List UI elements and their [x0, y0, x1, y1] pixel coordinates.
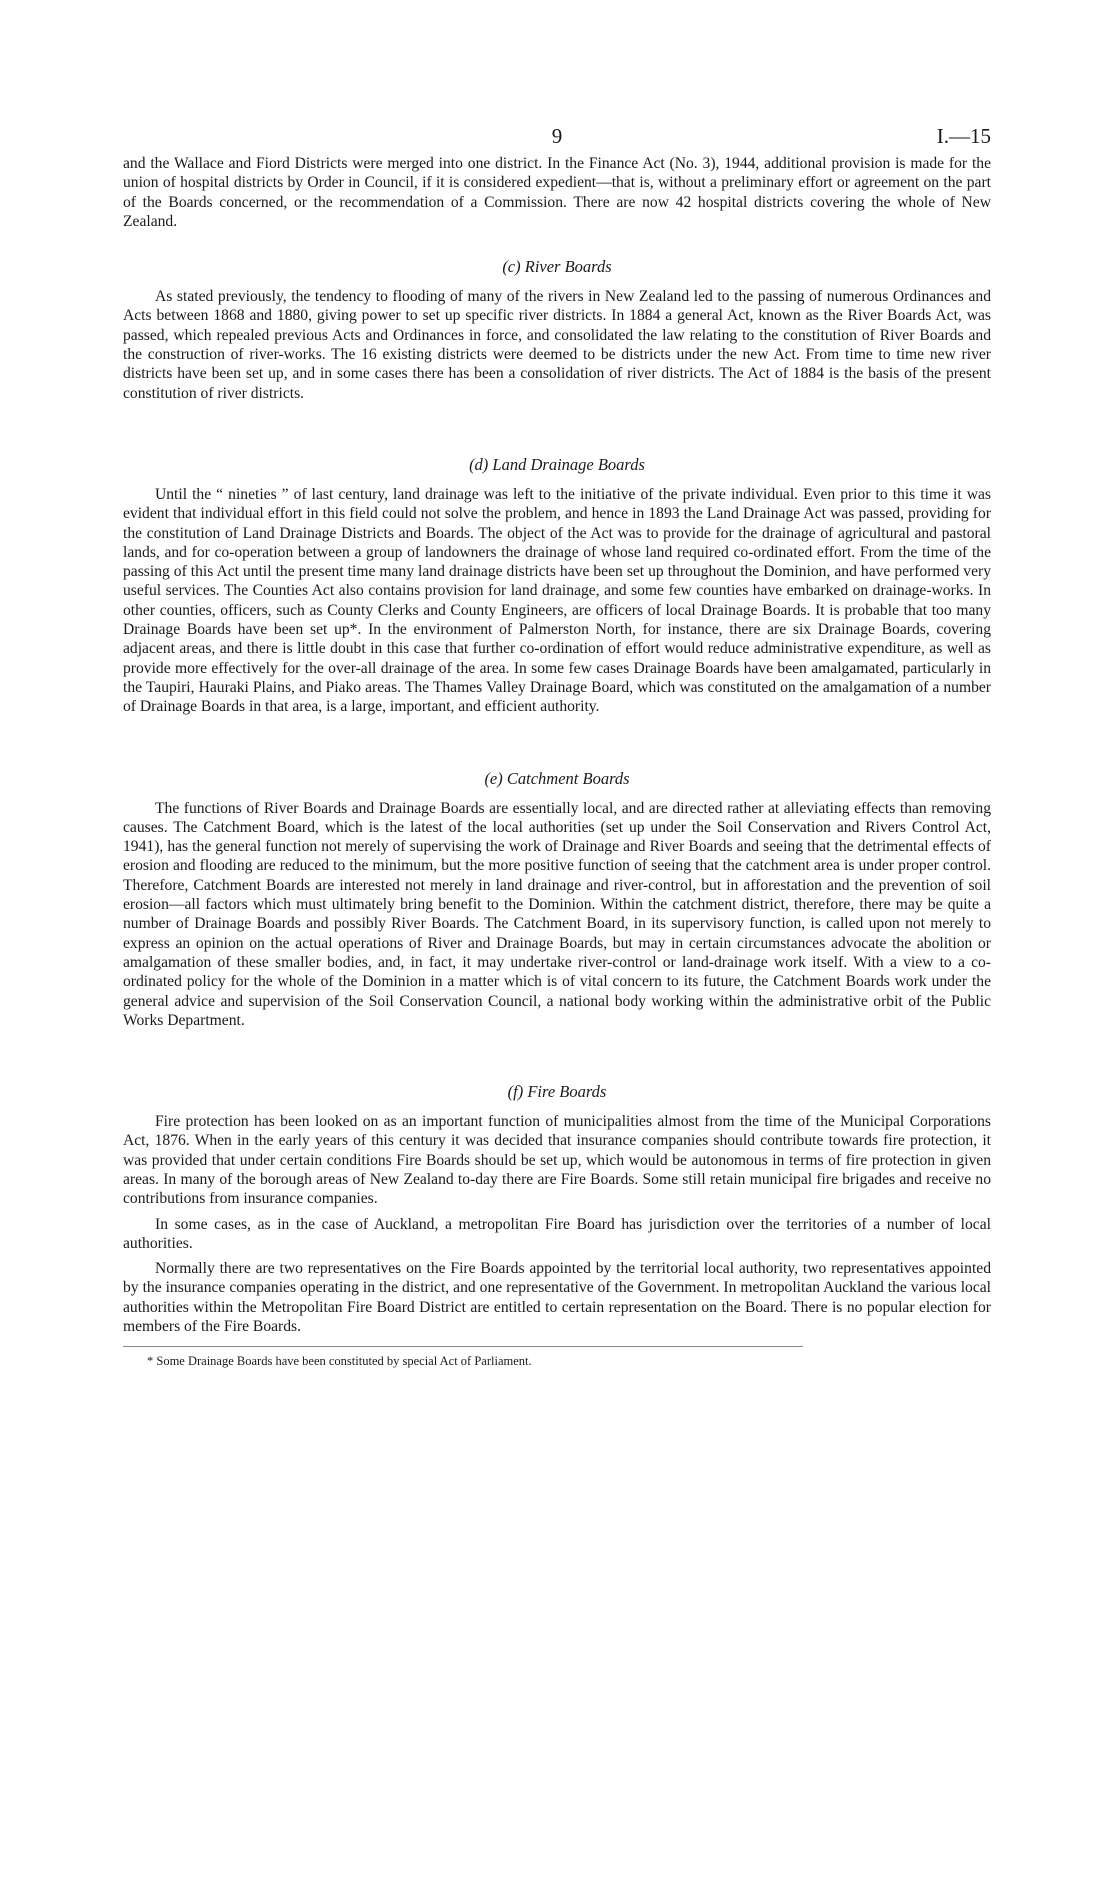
footnote: * Some Drainage Boards have been constituted by special Act of Parliament. — [147, 1354, 532, 1369]
page-number: 9 — [551, 124, 563, 148]
section-land-drainage-boards — [123, 455, 991, 717]
section-title-fire-boards: (f) Fire Boards — [507, 1082, 607, 1102]
section-title-river-boards: (c) River Boards — [502, 257, 612, 277]
section-river-boards — [123, 257, 991, 403]
paragraph: Normally there are two representatives on the Fire Boards appointed by the territorial local authority, two representatives appointed by the insurance companies operating in the district, and one representative of the Government. In metropolitan Auckland the various local authorities within the Metropolitan Fire Board District are entitled to certain representation on the Board. There is no popular election for members of the Fire Boards. — [123, 1260, 991, 1336]
footnote-divider — [123, 1346, 803, 1347]
document-page — [123, 120, 991, 1369]
section-title-land-drainage-boards: (d) Land Drainage Boards — [469, 454, 645, 474]
section-fire-boards — [123, 1082, 991, 1336]
paragraph: The functions of River Boards and Drainage Boards are essentially local, and are directed rather at alleviating effects than removing causes. The Catchment Board, which is the latest of the local authorities (set up under the Soil Conservation and Rivers Control Act, 1941), has the general function not merely of supervising the work of Drainage and River Boards and seeing that the detrimental effects of erosion and flooding are reduced to the minimum, but the more positive function of seeing that the catchment area is under proper control. Therefore, Catchment Boards are interested not merely in land drainage and river-control, but in afforestation and the prevention of soil erosion—all factors which must ultimately bring benefit to the Dominion. Within the catchment district, therefore, there may be quite a number of Drainage Boards and possibly River Boards. The Catchment Board, in its supervisory function, is called upon not merely to express an opinion on the actual operations of River and Drainage Boards, but may in certain circumstances advocate the abolition or amalgamation of these smaller bodies, and, in fact, it may undertake river-control or land-drainage work itself. With a view to a co-ordinated policy for the whole of the Dominion in a matter which is of vital concern to its future, the Catchment Boards work under the general advice and supervision of the Soil Conservation Council, a national body working within the administrative orbit of the Public Works Department. — [123, 799, 991, 1029]
section-title-catchment-boards: (e) Catchment Boards — [484, 768, 630, 788]
section-catchment-boards — [123, 769, 991, 1031]
intro-paragraph: and the Wallace and Fiord Districts were merged into one district. In the Finance Act (No. 3), 1944, additional provision is made for the union of hospital districts by Order in Council, if it is considered expedient—that is, without a preliminary effort or agreement on the part of the Boards concerned, or the recommendation of a Commission. There are now 42 hospital districts covering the whole of New Zealand. — [123, 155, 991, 230]
paragraph: Until the “ nineties ” of last century, land drainage was left to the initiative of the private individual. Even prior to this time it was evident that individual effort in this field could not solve the problem, and hence in 1893 the Land Drainage Act was passed, providing for the constitution of Land Drainage Districts and Boards. The object of the Act was to provide for the drainage of agricultural and pastoral lands, and for co-operation between a group of landowners the drainage of whose land required co-ordinated effort. From the time of the passing of this Act until the present time many land drainage districts have been set up throughout the Dominion, and have performed very useful services. The Counties Act also contains provision for land drainage, and some few counties have embarked on drainage-works. In other counties, officers, such as County Clerks and County Engineers, are officers of local Drainage Boards. It is probable that too many Drainage Boards have been set up*. In the environment of Palmerston North, for instance, there are six Drainage Boards, covering adjacent areas, and there is little doubt in this case that further co-ordination of effort would reduce administrative expenditure, as well as provide more effectively for the over-all drainage of the area. In some few cases Drainage Boards have been amalgamated, particularly in the Taupiri, Hauraki Plains, and Piako areas. The Thames Valley Drainage Board, which was constituted on the amalgamation of a number of Drainage Boards in that area, is a large, important, and efficient authority. — [123, 485, 991, 716]
page-header — [123, 120, 991, 154]
paragraph: Fire protection has been looked on as an important function of municipalities almost from the time of the Municipal Corporations Act, 1876. When in the early years of this century it was decided that insurance companies should contribute towards fire protection, it was provided that under certain conditions Fire Boards should be set up, which would be autonomous in terms of fire protection in given areas. In many of the borough areas of New Zealand to-day there are Fire Boards. Some still retain municipal fire brigades and receive no contributions from insurance companies. — [123, 1113, 991, 1208]
paragraph: As stated previously, the tendency to flooding of many of the rivers in New Zealand led to the passing of numerous Ordinances and Acts between 1868 and 1880, giving power to set up specific river districts. In 1884 a general Act, known as the River Boards Act, was passed, which repealed previous Acts and Ordinances in force, and consolidated the law relating to the constitution of River Boards and the construction of river-works. The 16 existing districts were deemed to be districts under the new Act. From time to time new river districts have been set up, and in some cases there has been a consolidation of river districts. The Act of 1884 is the basis of the present constitution of river districts. — [123, 288, 991, 402]
paragraph: In some cases, as in the case of Auckland, a metropolitan Fire Board has jurisdiction over the territories of a number of local authorities. — [123, 1215, 991, 1252]
page-reference: I.—15 — [936, 124, 991, 148]
